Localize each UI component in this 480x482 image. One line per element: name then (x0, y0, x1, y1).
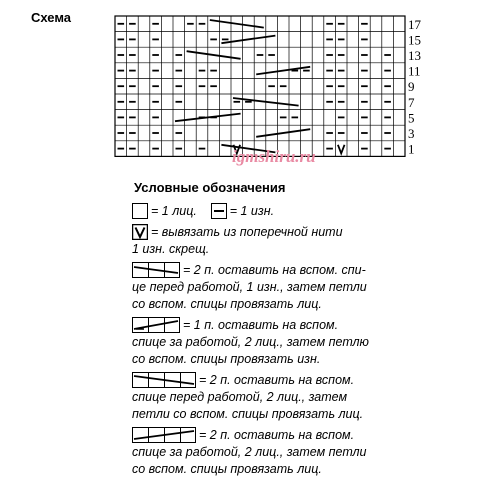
cable-2-2-front-symbol-icon (132, 372, 196, 388)
legend-row-cable-d (132, 427, 472, 478)
legend-row-cable-a (132, 262, 472, 313)
legend (132, 180, 472, 482)
cable-b-text-2: спице за работой, 2 лиц., затем петлю (132, 335, 369, 349)
row-number: 7 (408, 94, 415, 110)
legend-title: Условные обозначения (134, 180, 286, 195)
cable-d-text-2: спице за работой, 2 лиц., затем петли (132, 445, 367, 459)
row-number: 5 (408, 110, 415, 126)
row-number: 9 (408, 79, 415, 95)
row-number: 1 (408, 141, 415, 157)
cable-d-text-3: со вспом. спицы провязать лиц. (132, 462, 322, 476)
cable-b-text-1: = 1 п. оставить на вспом. (183, 318, 339, 332)
row-number: 15 (408, 32, 421, 48)
knit-symbol-icon (132, 203, 148, 219)
chart-title: Схема (31, 10, 72, 25)
knitting-chart (0, 0, 480, 170)
row-number: 11 (408, 63, 421, 79)
legend-row-cable-c (132, 372, 472, 423)
row-number: 3 (408, 126, 415, 141)
cable-1-2-back-symbol-icon (132, 317, 180, 333)
cable-2-2-back-symbol-icon (132, 427, 196, 443)
lifted-stitch-symbol-icon (132, 224, 148, 240)
purl-symbol-icon (211, 203, 227, 219)
lifted-label-1: = вывязать из поперечной нити (151, 225, 343, 239)
row-number: 17 (408, 16, 421, 32)
cable-c-text-3: петли со вспом. спицы провязать лиц. (132, 407, 364, 421)
cable-2-1-front-symbol-icon (132, 262, 180, 278)
row-number: 13 (408, 48, 421, 63)
knit-label: = 1 лиц. (151, 204, 197, 218)
legend-row-cable-b (132, 317, 472, 368)
legend-row-lifted (132, 224, 472, 258)
cable-c-text-1: = 2 п. оставить на вспом. (199, 373, 355, 387)
cable-a-text-2: це перед работой, 1 изн., затем петли (132, 280, 367, 294)
cable-b-text-3: со вспом. спицы провязать изн. (132, 352, 321, 366)
purl-label: = 1 изн. (229, 204, 275, 218)
cable-a-text-1: = 2 п. оставить на вспом. спи- (183, 263, 366, 277)
cable-c-text-2: спице перед работой, 2 лиц., затем (132, 390, 348, 404)
watermark: igmshiru.ru (232, 147, 316, 166)
legend-row-basic (132, 203, 472, 220)
lifted-label-2: 1 изн. скрещ. (132, 242, 210, 256)
cable-a-text-3: со вспом. спицы провязать лиц. (132, 297, 322, 311)
cable-d-text-1: = 2 п. оставить на вспом. (199, 428, 355, 442)
